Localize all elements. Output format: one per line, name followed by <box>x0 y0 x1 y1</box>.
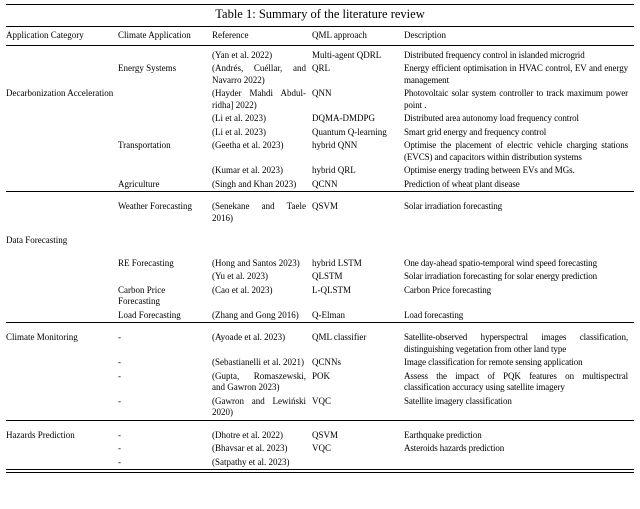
table-row <box>6 456 634 472</box>
cell-reference: (Li et al. 2023) <box>212 113 266 123</box>
cell-application-category <box>6 62 118 87</box>
cell-description: Photovoltaic solar system controller to track maximum power point . <box>404 88 628 110</box>
cell-qml-approach: QCNN <box>312 178 338 189</box>
cell-reference: (Yu et al. 2023) <box>212 271 268 281</box>
cell-description: One day-ahead spatio-temporal wind speed forecasting <box>404 257 597 268</box>
cell-application-category <box>6 139 118 164</box>
table-caption: Table 1: Summary of the literature review <box>215 7 425 21</box>
cell-description: Earthquake prediction <box>404 420 634 442</box>
cell-application-category <box>6 178 118 192</box>
cell-climate-application <box>118 45 212 62</box>
cell-reference: (Gupta, Romaszewski, and Gawron 2023) <box>212 370 306 392</box>
cell-reference <box>212 225 312 257</box>
cell-qml-approach: Quantum Q-learning <box>312 126 387 137</box>
cell-qml-approach: hybrid QRL <box>312 165 356 175</box>
column-header-qml-approach: QML approach <box>312 27 404 46</box>
cell-reference: (Senekane and Taele 2016) <box>212 192 312 226</box>
cell-qml-approach: Multi-agent QDRL <box>312 49 382 60</box>
cell-qml-approach: hybrid QNN <box>312 140 358 150</box>
cell-application-category <box>6 45 118 62</box>
cell-reference: (Yan et al. 2022) <box>212 49 273 60</box>
cell-climate-application <box>118 270 212 284</box>
cell-reference: (Singh and Khan 2023) <box>212 178 297 189</box>
table-row <box>6 356 634 370</box>
table-row <box>6 164 634 178</box>
cell-climate-application: - <box>118 370 121 381</box>
cell-qml-approach: VQC <box>312 443 332 453</box>
cell-reference: (Dhotre et al. 2022) <box>212 420 312 442</box>
cell-application-category <box>6 112 118 126</box>
table-body <box>6 45 634 471</box>
table-row <box>6 270 634 284</box>
cell-climate-application: - <box>118 420 212 442</box>
table-row <box>6 192 634 226</box>
cell-climate-application: RE Forecasting <box>118 257 174 268</box>
cell-reference: (Andrés, Cuéllar, and Navarro 2022) <box>212 63 306 85</box>
cell-application-category <box>6 395 118 421</box>
cell-qml-approach: QML classifier <box>312 323 404 357</box>
cell-climate-application: - <box>118 357 121 367</box>
table-row <box>6 442 634 456</box>
cell-qml-approach: POK <box>312 370 331 381</box>
cell-qml-approach: QCNNs <box>312 357 342 367</box>
cell-description <box>404 456 634 472</box>
cell-application-category <box>6 284 118 309</box>
table-row <box>6 284 634 309</box>
cell-application-category: Climate Monitoring <box>6 323 118 357</box>
cell-application-category <box>6 126 118 140</box>
cell-qml-approach: Q-Elman <box>312 309 345 320</box>
cell-reference: (Cao et al. 2023) <box>212 284 273 295</box>
cell-description: Load forecasting <box>404 309 464 320</box>
cell-reference: (Sebastianelli et al. 2021) <box>212 357 304 367</box>
cell-description: Assess the impact of PQK features on multispectral classification accuracy using satellite imagery <box>404 370 628 392</box>
table-row <box>6 323 634 357</box>
cell-reference: (Zhang and Gong 2016) <box>212 309 299 320</box>
cell-reference: (Geetha et al. 2023) <box>212 140 284 150</box>
cell-climate-application <box>118 87 212 112</box>
cell-qml-approach: DQMA-DMDPG <box>312 113 376 123</box>
cell-qml-approach: QSVM <box>312 420 404 442</box>
cell-application-category <box>6 456 118 472</box>
cell-description: Prediction of wheat plant disease <box>404 178 520 189</box>
cell-qml-approach <box>312 456 404 472</box>
cell-application-category <box>6 270 118 284</box>
cell-climate-application: - <box>118 443 121 453</box>
cell-application-category <box>6 257 118 271</box>
cell-qml-approach: VQC <box>312 395 332 406</box>
cell-reference: (Hayder Mahdi Abdul-ridha] 2022) <box>212 88 306 110</box>
cell-application-category <box>6 164 118 178</box>
table-row <box>6 112 634 126</box>
cell-description: Solar irradiation forecasting for solar energy prediction <box>404 271 598 281</box>
paper-page <box>0 4 640 473</box>
cell-climate-application: Weather Forecasting <box>118 192 212 226</box>
cell-reference: (Li et al. 2023) <box>212 126 266 137</box>
cell-climate-application: Carbon Price Forecasting <box>118 284 166 306</box>
column-header-reference: Reference <box>212 27 312 46</box>
cell-qml-approach: QRL <box>312 63 330 73</box>
cell-reference: (Hong and Santos 2023) <box>212 257 300 268</box>
cell-application-category <box>6 442 118 456</box>
table-header <box>6 27 634 46</box>
cell-description: Optimise energy trading between EVs and MGs. <box>404 165 575 175</box>
cell-climate-application: Transportation <box>118 140 171 150</box>
cell-description: Distributed frequency control in islanded microgrid <box>404 49 585 60</box>
cell-climate-application <box>118 126 212 140</box>
cell-application-category <box>6 192 118 226</box>
cell-description: Optimise the placement of electric vehicle charging stations (EVCS) and capacitors within distribution systems <box>404 140 628 162</box>
cell-climate-application: Energy Systems <box>118 63 177 73</box>
table-row <box>6 178 634 192</box>
table-row <box>6 126 634 140</box>
cell-reference: (Gawron and Lewiński 2020) <box>212 395 306 417</box>
table-row <box>6 395 634 421</box>
cell-climate-application <box>118 225 212 257</box>
cell-description: Asteroids hazards prediction <box>404 443 505 453</box>
cell-application-category: Decarbonization Acceleration <box>6 88 114 98</box>
cell-qml-approach: hybrid LSTM <box>312 257 362 268</box>
cell-climate-application: - <box>118 323 212 357</box>
cell-reference: (Bhavsar et al. 2023) <box>212 443 288 453</box>
table-row <box>6 62 634 87</box>
cell-description: Solar irradiation forecasting <box>404 192 634 226</box>
cell-reference: (Kumar et al. 2023) <box>212 165 283 175</box>
cell-reference: (Ayoade et al. 2023) <box>212 323 312 357</box>
cell-description: Distributed area autonomy load frequency control <box>404 113 579 123</box>
table-row <box>6 225 634 257</box>
cell-qml-approach: QSVM <box>312 192 404 226</box>
literature-review-table <box>6 26 634 473</box>
cell-description <box>404 225 634 257</box>
cell-climate-application <box>118 164 212 178</box>
cell-description: Image classification for remote sensing application <box>404 357 583 367</box>
column-header-application-category: Application Category <box>6 27 118 46</box>
cell-description: Satellite imagery classification <box>404 395 512 406</box>
cell-climate-application: - <box>118 456 121 467</box>
cell-application-category: Data Forecasting <box>6 235 68 245</box>
cell-climate-application <box>118 112 212 126</box>
table-row <box>6 309 634 323</box>
cell-description: Satellite-observed hyperspectral images classification, distinguishing vegetation from other land type <box>404 323 634 357</box>
cell-reference: (Satpathy et al. 2023) <box>212 456 290 467</box>
cell-application-category <box>6 309 118 323</box>
column-header-description: Description <box>404 27 634 46</box>
table-row <box>6 370 634 395</box>
table-row <box>6 139 634 164</box>
cell-qml-approach: QLSTM <box>312 271 343 281</box>
cell-description: Carbon Price forecasting <box>404 284 492 295</box>
cell-application-category <box>6 356 118 370</box>
cell-application-category <box>6 370 118 395</box>
cell-application-category: Hazards Prediction <box>6 420 118 442</box>
cell-climate-application: Load Forecasting <box>118 309 181 320</box>
cell-qml-approach <box>312 225 404 257</box>
table-row <box>6 257 634 271</box>
cell-qml-approach: L-QLSTM <box>312 284 351 295</box>
cell-climate-application: - <box>118 395 121 406</box>
table-header-row <box>6 27 634 46</box>
cell-qml-approach: QNN <box>312 88 332 98</box>
cell-climate-application: Agriculture <box>118 178 160 189</box>
column-header-climate-application: Climate Application <box>118 27 212 46</box>
table-row <box>6 420 634 442</box>
table-row <box>6 45 634 62</box>
cell-description: Energy efficient optimisation in HVAC control, EV and energy management <box>404 63 628 85</box>
table-row <box>6 87 634 112</box>
cell-description: Smart grid energy and frequency control <box>404 126 547 137</box>
